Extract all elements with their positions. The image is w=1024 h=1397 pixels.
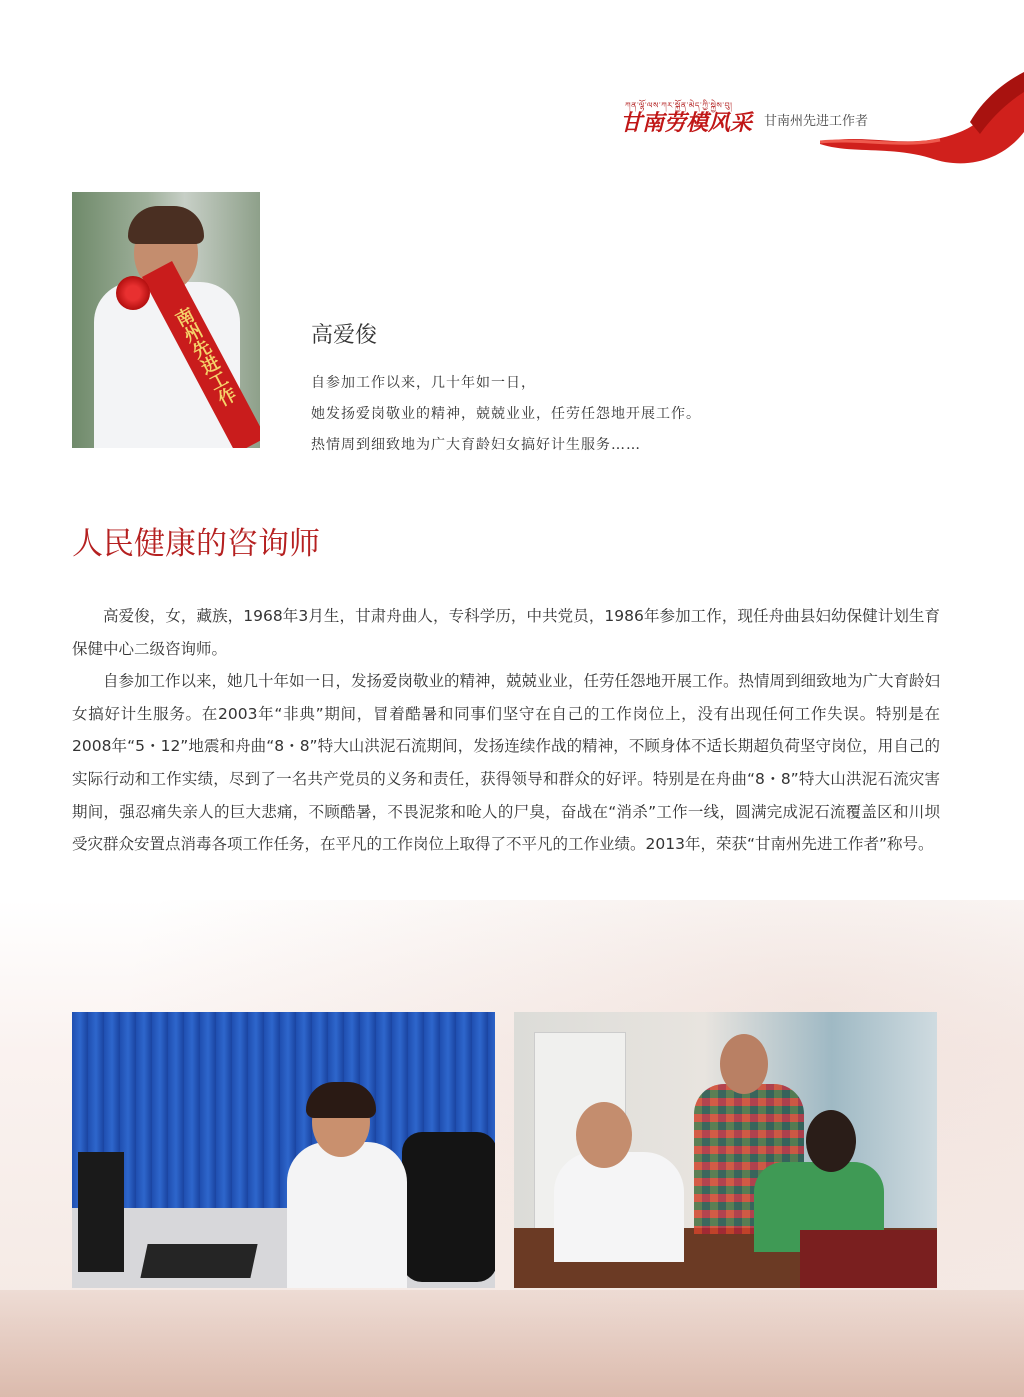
photo-office-computer xyxy=(72,1012,495,1288)
article-body xyxy=(72,600,940,861)
office-chair xyxy=(402,1132,495,1282)
profile-name: 高爱俊 xyxy=(311,323,378,348)
red-chair xyxy=(800,1230,937,1288)
portrait-hair xyxy=(128,206,204,244)
bottom-decorative-band xyxy=(0,1290,1024,1397)
header-brand-title: 甘南劳模风采 xyxy=(620,110,753,136)
keyboard-icon xyxy=(140,1244,257,1278)
standing-woman-face xyxy=(720,1034,768,1094)
intro-line: 热情周到细致地为广大育龄妇女搞好计生服务…… xyxy=(311,437,641,453)
doctor-face xyxy=(576,1102,632,1168)
photo-consultation xyxy=(514,1012,937,1288)
red-ribbon-icon xyxy=(820,62,1024,172)
portrait-photo xyxy=(72,192,260,448)
profile-intro xyxy=(311,368,701,461)
article-paragraph: 高爱俊，女，藏族，1968年3月生，甘肃舟曲人，专科学历，中共党员，1986年参加工作，现任舟曲县妇幼保健计划生育保健中心二级咨询师。 xyxy=(72,607,940,658)
header-subtitle: 甘南州先进工作者 xyxy=(764,114,869,129)
doctor-coat xyxy=(287,1142,407,1288)
intro-line: 她发扬爱岗敬业的精神，兢兢业业，任劳任怨地开展工作。 xyxy=(311,406,701,422)
doctor-hair xyxy=(306,1082,376,1118)
doctor-coat xyxy=(554,1152,684,1262)
article-title: 人民健康的咨询师 xyxy=(72,526,320,562)
patient-head xyxy=(806,1110,856,1172)
computer-monitor-icon xyxy=(78,1152,124,1272)
red-rosette-icon xyxy=(116,276,150,310)
header-tibetan-text: ཀན་ལྷོ་ལས་ཀར་སྐྱོན་མེད་ཀྱི་སྐྱེས་བུ། xyxy=(625,101,733,110)
intro-line: 自参加工作以来，几十年如一日， xyxy=(311,375,536,391)
article-paragraph: 自参加工作以来，她几十年如一日，发扬爱岗敬业的精神，兢兢业业，任劳任怨地开展工作。热情周到细致地为广大育龄妇女搞好计生服务。在2003年“非典”期间，冒着酷暑和同事们坚守在自己的工作岗位上，没有出现任何工作失误。特别是在2008年“5・12”地震和舟曲“8・8”特大山洪泥石流期间，发扬连续作战的精神，不顾身体不适长期超负荷坚守岗位，用自己的实际行动和工作实绩，尽到了一名共产党员的义务和责任，获得领导和群众的好评。特别是在舟曲“8・8”特大山洪泥石流灾害期间，强忍痛失亲人的巨大悲痛，不顾酷暑，不畏泥浆和呛人的尸臭，奋战在“消杀”工作一线，圆满完成泥石流覆盖区和川坝受灾群众安置点消毒各项工作任务，在平凡的工作岗位上取得了不平凡的工作业绩。2013年，荣获“甘南州先进工作者”称号。 xyxy=(72,672,941,854)
honor-sash: 南州先进工作 xyxy=(142,261,260,448)
